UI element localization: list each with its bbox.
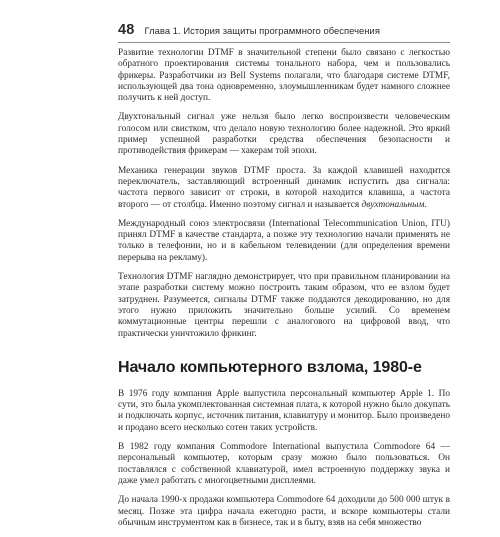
paragraph-dtmf-conclusion: Технология DTMF наглядно демонстрирует, что при правильном планировании на этапе разработки систему можно построить таким образом, что ее взлом будет затруднен. Разумеется, сигналы DTMF также поддаются декодированию, но для этого нужно приложить значительно больше усилий. Со временем коммутационные центры перешли с аналогового на цифровой ввод, что практически уничтожило фрикинг. xyxy=(118,272,450,339)
running-header xyxy=(118,22,380,38)
paragraph-dtmf-mechanics-tail: . xyxy=(424,199,427,210)
paragraph-commodore-64: В 1982 году компания Commodore International выпустила Commodore 64 — персональный компьютер, которым сразу можно было пользоваться. Он поставлялся с собственной клавиатурой, имел встроенную поддержку звука и даже умел работать с многоцветными дисплеями. xyxy=(118,442,450,486)
paragraph-dtmf-history: Развитие технологии DTMF в значительной степени было связано с легкостью обратного проектирования системы тонального набора, чем и пользовались фрикеры. Разработчики из Bell Systems полагали, что благодаря системе DTMF, использующей два тона одновременно, злоумышленникам будет намного сложнее получить к ней доступ. xyxy=(118,48,450,104)
header-divider xyxy=(118,42,450,43)
paragraph-apple-1: В 1976 году компания Apple выпустила персональный компьютер Apple 1. По сути, это была укомплектованная системная плата, к которой нужно было докупать и подключать корпус, источник питания, клавиатуру и монитор. Было произведено и продано всего несколько сотен таких устройств. xyxy=(118,388,450,433)
section-heading: Начало компьютерного взлома, 1980-е xyxy=(118,358,422,376)
paragraph-dual-tone: Двухтональный сигнал уже нельзя было легко воспроизвести человеческим голосом или свистком, что делало новую технологию более надежной. Это яркий пример успешной разработки средства обеспечения безопасности и противодействия фрикерам — хакерам той эпохи. xyxy=(118,112,450,157)
paragraph-sales-1990s: До начала 1990-х продажи компьютера Commodore 64 доходили до 500 000 штук в месяц. Позже эта цифра начала ежегодно расти, и вскоре компьютеры стали обычным инструментом как в бизнесе, так и в быту, взяв на себя множество xyxy=(118,495,450,528)
emphasis-term: двухтональным xyxy=(361,199,425,210)
paragraph-itu-standard: Международный союз электросвязи (International Telecommunication Union, ITU) принял DTMF в качестве стандарта, а позже эту технологию начали применять не только в телефонии, но и в кабельном телевидении (для определения времени перерыва на рекламу). xyxy=(118,218,450,263)
paragraph-dtmf-mechanics xyxy=(118,166,450,211)
paragraph-dtmf-mechanics-text: Механика генерации звуков DTMF проста. За каждой клавишей находится переключатель, заставляющий встроенный динамик испустить два сигнала: частота первого зависит от строки, в которой находится клавиша, а частота второго — от столбца. Именно поэтому сигнал и называется xyxy=(118,165,450,210)
body-text xyxy=(118,48,450,537)
chapter-title: Глава 1. История защиты программного обеспечения xyxy=(144,24,380,36)
page-number: 48 xyxy=(118,22,135,38)
